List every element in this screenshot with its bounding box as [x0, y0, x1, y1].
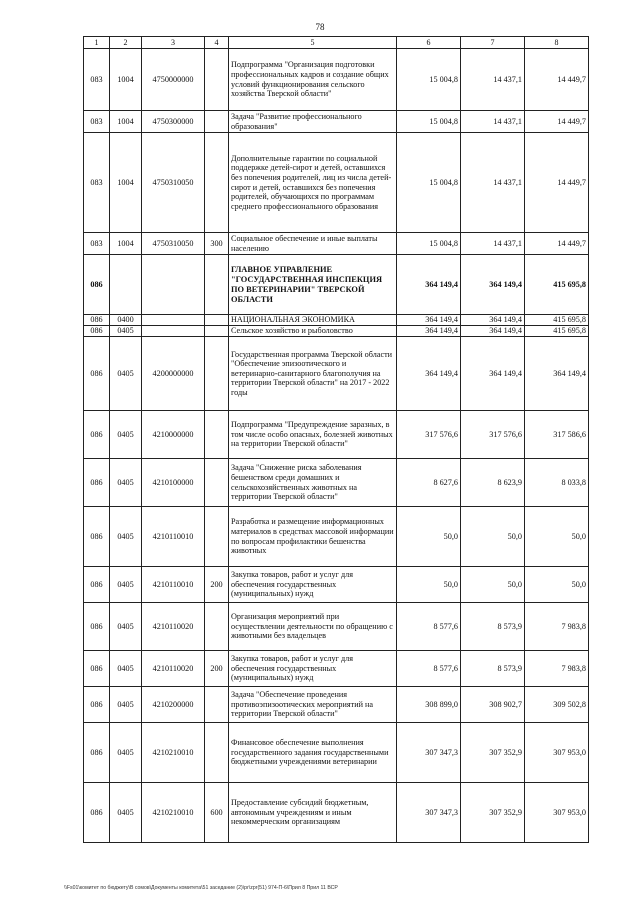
column-header: 7: [461, 37, 525, 49]
row-target-code: 4210200000: [142, 687, 205, 723]
footer-file-path: \\Fs01\комитет по бюджету\В сомов\Документы комитета\51 заседание (2)\pr\zpr(51) 974-П-6\Прил 8 Прил 11 ВСР: [64, 885, 338, 891]
row-section-code: [110, 255, 142, 315]
row-target-code: [142, 326, 205, 337]
row-section-code: 1004: [110, 49, 142, 111]
row-amount-year-3: 317 586,6: [525, 411, 589, 459]
row-expense-type: [205, 133, 229, 233]
column-header: 6: [397, 37, 461, 49]
row-expense-type: [205, 723, 229, 783]
row-amount-year-1: 307 347,3: [397, 723, 461, 783]
row-description: Сельское хозяйство и рыболовство: [229, 326, 397, 337]
row-expense-type: 200: [205, 651, 229, 687]
row-amount-year-2: 317 576,6: [461, 411, 525, 459]
page-number: 78: [315, 22, 325, 32]
row-amount-year-2: 14 437,1: [461, 49, 525, 111]
column-header: 2: [110, 37, 142, 49]
row-expense-type: 600: [205, 783, 229, 843]
row-target-code: 4210000000: [142, 411, 205, 459]
row-expense-type: [205, 337, 229, 411]
row-description: ГЛАВНОЕ УПРАВЛЕНИЕ "ГОСУДАРСТВЕННАЯ ИНСПЕКЦИЯ ПО ВЕТЕРИНАРИИ" ТВЕРСКОЙ ОБЛАСТИ: [229, 255, 397, 315]
row-expense-type: [205, 687, 229, 723]
row-amount-year-3: 8 033,8: [525, 459, 589, 507]
row-description: Дополнительные гарантии по социальной поддержке детей-сирот и детей, оставшихся без попечения родителей, лиц из числа детей-сирот и детей, оставшихся без попечения родителей, обучающихся по программам среднего профессионального образования: [229, 133, 397, 233]
row-expense-type: 300: [205, 233, 229, 255]
row-description: Разработка и размещение информационных материалов в средствах массовой информации по вопросам профилактики бешенства животных: [229, 507, 397, 567]
column-header: 5: [229, 37, 397, 49]
row-target-code: 4210110010: [142, 507, 205, 567]
row-target-code: 4210110020: [142, 603, 205, 651]
row-target-code: 4210100000: [142, 459, 205, 507]
row-amount-year-2: 307 352,9: [461, 783, 525, 843]
table-header-row: [84, 37, 589, 49]
row-target-code: 4200000000: [142, 337, 205, 411]
row-amount-year-1: 15 004,8: [397, 133, 461, 233]
row-expense-type: 200: [205, 567, 229, 603]
table-row: [84, 111, 589, 133]
row-section-code: 0405: [110, 651, 142, 687]
row-amount-year-3: 50,0: [525, 567, 589, 603]
row-expense-type: [205, 111, 229, 133]
row-expense-type: [205, 255, 229, 315]
row-section-code: 0405: [110, 567, 142, 603]
row-amount-year-3: 307 953,0: [525, 723, 589, 783]
row-target-code: 4210110010: [142, 567, 205, 603]
row-admin-code: 083: [84, 233, 110, 255]
table-row: [84, 567, 589, 603]
row-description: Социальное обеспечение и иные выплаты населению: [229, 233, 397, 255]
row-amount-year-1: 364 149,4: [397, 315, 461, 326]
row-admin-code: 086: [84, 315, 110, 326]
row-admin-code: 086: [84, 411, 110, 459]
row-section-code: 1004: [110, 133, 142, 233]
row-amount-year-1: 364 149,4: [397, 255, 461, 315]
row-target-code: [142, 255, 205, 315]
row-amount-year-2: 8 623,9: [461, 459, 525, 507]
row-section-code: 0405: [110, 337, 142, 411]
row-target-code: 4750310050: [142, 233, 205, 255]
table-row: [84, 723, 589, 783]
table-row: [84, 459, 589, 507]
row-target-code: 4750310050: [142, 133, 205, 233]
row-amount-year-2: 8 573,9: [461, 603, 525, 651]
table-row: [84, 133, 589, 233]
table-row: [84, 651, 589, 687]
row-amount-year-2: 8 573,9: [461, 651, 525, 687]
row-admin-code: 086: [84, 723, 110, 783]
row-section-code: 0405: [110, 603, 142, 651]
row-amount-year-1: 364 149,4: [397, 337, 461, 411]
row-admin-code: 086: [84, 255, 110, 315]
table-row: [84, 507, 589, 567]
row-amount-year-1: 364 149,4: [397, 326, 461, 337]
row-amount-year-2: 364 149,4: [461, 337, 525, 411]
row-description: НАЦИОНАЛЬНАЯ ЭКОНОМИКА: [229, 315, 397, 326]
row-amount-year-3: 14 449,7: [525, 133, 589, 233]
row-expense-type: [205, 603, 229, 651]
row-expense-type: [205, 459, 229, 507]
row-amount-year-1: 50,0: [397, 567, 461, 603]
row-amount-year-2: 14 437,1: [461, 111, 525, 133]
row-amount-year-2: 50,0: [461, 567, 525, 603]
row-amount-year-1: 8 627,6: [397, 459, 461, 507]
table-row: [84, 255, 589, 315]
row-amount-year-3: 14 449,7: [525, 49, 589, 111]
column-header: 4: [205, 37, 229, 49]
row-amount-year-2: 307 352,9: [461, 723, 525, 783]
row-amount-year-2: 14 437,1: [461, 133, 525, 233]
table-row: [84, 687, 589, 723]
row-description: Подпрограмма "Организация подготовки профессиональных кадров и создание общих условий функционирования сельского хозяйства Тверской области": [229, 49, 397, 111]
row-amount-year-3: 7 983,8: [525, 651, 589, 687]
row-amount-year-3: 307 953,0: [525, 783, 589, 843]
table-row: [84, 233, 589, 255]
row-target-code: 4210110020: [142, 651, 205, 687]
budget-table: [83, 36, 589, 843]
row-expense-type: [205, 507, 229, 567]
row-target-code: 4210210010: [142, 723, 205, 783]
row-target-code: 4750000000: [142, 49, 205, 111]
row-admin-code: 086: [84, 783, 110, 843]
row-target-code: 4210210010: [142, 783, 205, 843]
row-description: Предоставление субсидий бюджетным, автономным учреждениям и иным некоммерческим организациям: [229, 783, 397, 843]
row-admin-code: 086: [84, 459, 110, 507]
row-target-code: [142, 315, 205, 326]
table-row: [84, 411, 589, 459]
row-amount-year-2: 14 437,1: [461, 233, 525, 255]
table-body: [84, 49, 589, 843]
row-description: Подпрограмма "Предупреждение заразных, в том числе особо опасных, болезней животных на территории Тверской области": [229, 411, 397, 459]
row-expense-type: [205, 49, 229, 111]
column-header: 1: [84, 37, 110, 49]
row-admin-code: 086: [84, 651, 110, 687]
row-amount-year-1: 50,0: [397, 507, 461, 567]
row-description: Закупка товаров, работ и услуг для обеспечения государственных (муниципальных) нужд: [229, 567, 397, 603]
column-header: 8: [525, 37, 589, 49]
row-amount-year-3: 415 695,8: [525, 255, 589, 315]
row-expense-type: [205, 326, 229, 337]
row-amount-year-2: 364 149,4: [461, 255, 525, 315]
row-description: Задача "Обеспечение проведения противоэпизоотических мероприятий на территории Тверской области": [229, 687, 397, 723]
row-expense-type: [205, 315, 229, 326]
table-row: [84, 783, 589, 843]
row-section-code: 1004: [110, 111, 142, 133]
row-amount-year-1: 307 347,3: [397, 783, 461, 843]
row-amount-year-1: 317 576,6: [397, 411, 461, 459]
row-amount-year-3: 50,0: [525, 507, 589, 567]
row-amount-year-3: 415 695,8: [525, 326, 589, 337]
table-row: [84, 337, 589, 411]
row-description: Организация мероприятий при осуществлении деятельности по обращению с животными без владельцев: [229, 603, 397, 651]
row-amount-year-1: 15 004,8: [397, 111, 461, 133]
row-amount-year-3: 7 983,8: [525, 603, 589, 651]
row-amount-year-2: 308 902,7: [461, 687, 525, 723]
row-admin-code: 086: [84, 567, 110, 603]
row-target-code: 4750300000: [142, 111, 205, 133]
row-amount-year-1: 15 004,8: [397, 233, 461, 255]
row-admin-code: 086: [84, 326, 110, 337]
row-section-code: 0405: [110, 459, 142, 507]
row-amount-year-3: 415 695,8: [525, 315, 589, 326]
row-admin-code: 086: [84, 507, 110, 567]
row-section-code: 0405: [110, 326, 142, 337]
row-amount-year-2: 364 149,4: [461, 315, 525, 326]
row-admin-code: 083: [84, 133, 110, 233]
row-section-code: 0405: [110, 687, 142, 723]
row-amount-year-3: 364 149,4: [525, 337, 589, 411]
row-description: Закупка товаров, работ и услуг для обеспечения государственных (муниципальных) нужд: [229, 651, 397, 687]
row-amount-year-3: 14 449,7: [525, 233, 589, 255]
row-section-code: 0400: [110, 315, 142, 326]
row-section-code: 0405: [110, 411, 142, 459]
row-amount-year-1: 8 577,6: [397, 603, 461, 651]
row-amount-year-1: 308 899,0: [397, 687, 461, 723]
row-amount-year-1: 15 004,8: [397, 49, 461, 111]
row-description: Государственная программа Тверской области "Обеспечение эпизоотического и ветеринарно-санитарного благополучия на территории Тверской области" на 2017 - 2022 годы: [229, 337, 397, 411]
row-admin-code: 083: [84, 111, 110, 133]
row-description: Задача "Развитие профессионального образования": [229, 111, 397, 133]
row-admin-code: 086: [84, 337, 110, 411]
row-description: Финансовое обеспечение выполнения государственного задания государственными бюджетными учреждениями ветеринарии: [229, 723, 397, 783]
column-header: 3: [142, 37, 205, 49]
row-section-code: 0405: [110, 723, 142, 783]
row-amount-year-3: 309 502,8: [525, 687, 589, 723]
row-description: Задача "Снижение риска заболевания бешенством среди домашних и сельскохозяйственных животных на территории Тверской области": [229, 459, 397, 507]
table-row: [84, 315, 589, 326]
row-section-code: 0405: [110, 783, 142, 843]
row-section-code: 1004: [110, 233, 142, 255]
table-row: [84, 326, 589, 337]
row-section-code: 0405: [110, 507, 142, 567]
row-amount-year-2: 50,0: [461, 507, 525, 567]
table-row: [84, 603, 589, 651]
row-amount-year-3: 14 449,7: [525, 111, 589, 133]
row-expense-type: [205, 411, 229, 459]
row-amount-year-1: 8 577,6: [397, 651, 461, 687]
row-admin-code: 086: [84, 687, 110, 723]
table-row: [84, 49, 589, 111]
row-admin-code: 086: [84, 603, 110, 651]
row-admin-code: 083: [84, 49, 110, 111]
row-amount-year-2: 364 149,4: [461, 326, 525, 337]
